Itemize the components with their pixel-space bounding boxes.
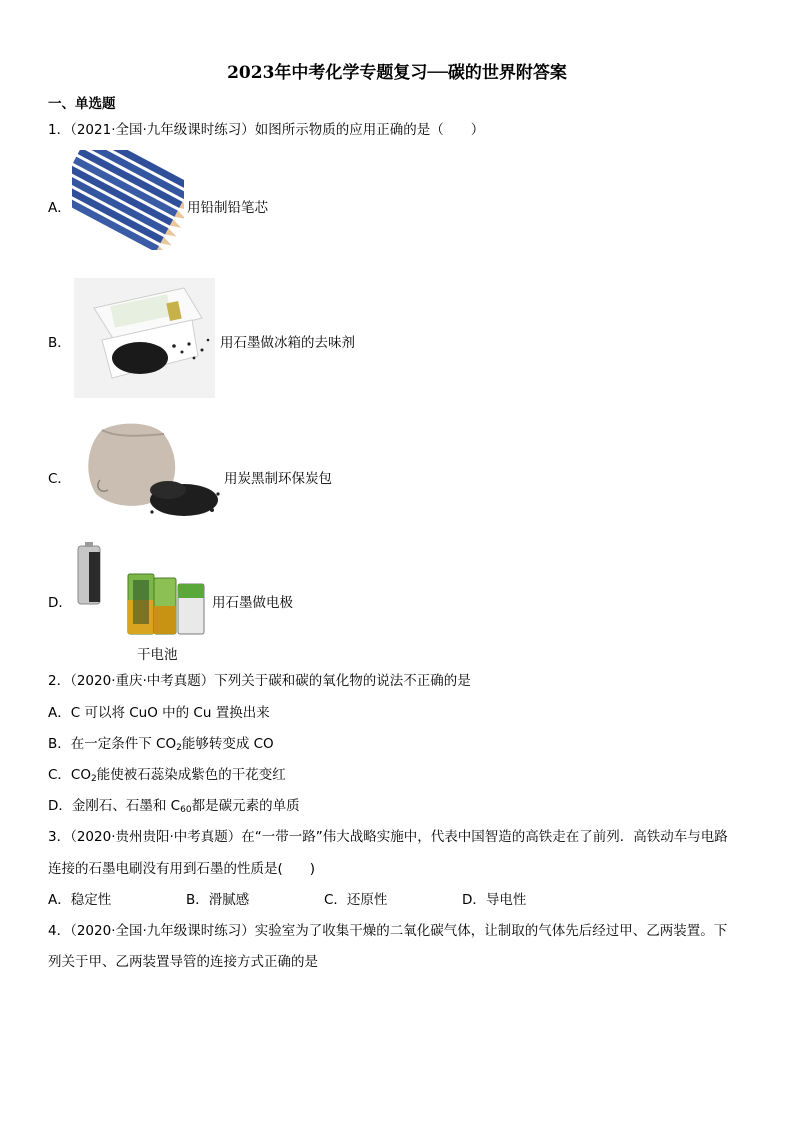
q3-option-c: C．还原性 bbox=[324, 892, 388, 908]
q1-option-d-label: D． bbox=[48, 595, 72, 611]
pencils-image bbox=[72, 150, 184, 250]
pencil-icon bbox=[72, 150, 184, 250]
q3-option-b: B．滑腻感 bbox=[186, 892, 250, 908]
battery-image bbox=[74, 540, 212, 642]
charcoal-bag-image bbox=[72, 420, 222, 525]
q2-option-d: D．金刚石、石墨和 $C_{60}$都是碳元素的单质 bbox=[48, 798, 300, 815]
q1-option-d-text: 用石墨做电极 bbox=[212, 595, 293, 611]
q2-option-a: A．C 可以将 CuO 中的 Cu 置换出来 bbox=[48, 705, 270, 721]
q2-option-c: C．$CO_2$能使被石蕊染成紫色的干花变红 bbox=[48, 767, 286, 784]
q1-option-c-text: 用炭黑制环保炭包 bbox=[224, 471, 332, 487]
q3-option-a: A．稳定性 bbox=[48, 892, 112, 908]
question-1-stem: 1．（2021·全国·九年级课时练习）如图所示物质的应用正确的是（ ） bbox=[48, 122, 485, 138]
battery-caption: 干电池 bbox=[137, 647, 178, 663]
battery-cutaway-icon bbox=[78, 542, 100, 604]
section-heading: 一、单选题 bbox=[48, 96, 116, 112]
question-2-stem: 2．（2020·重庆·中考真题）下列关于碳和碳的氧化物的说法不正确的是 bbox=[48, 673, 471, 689]
q1-option-a-label: A． bbox=[48, 200, 71, 216]
deodorizer-box-image bbox=[74, 278, 215, 398]
question-4-stem-line-1: 4．（2020·全国·九年级课时练习）实验室为了收集干燥的二氧化碳气体，让制取的气体先后经过甲、乙两装置。下 bbox=[48, 923, 728, 939]
q1-option-b-text: 用石墨做冰箱的去味剂 bbox=[220, 335, 355, 351]
question-4-stem-line-2: 列关于甲、乙两装置导管的连接方式正确的是 bbox=[48, 954, 318, 970]
q3-option-d: D．导电性 bbox=[462, 892, 527, 908]
question-3-stem-line-1: 3．（2020·贵州贵阳·中考真题）在“一带一路”伟大战略实施中，代表中国智造的高铁走在了前列．高铁动车与电路 bbox=[48, 829, 728, 845]
q1-option-c-label: C． bbox=[48, 471, 71, 487]
q2-option-b: B．在一定条件下 $CO_2$能够转变成 CO bbox=[48, 736, 274, 753]
q1-option-a-text: 用铅制铅笔芯 bbox=[187, 200, 268, 216]
page-title: 2023年中考化学专题复习──碳的世界附答案 bbox=[227, 63, 567, 83]
q1-option-b-label: B． bbox=[48, 335, 71, 351]
question-3-stem-line-2: 连接的石墨电刷没有用到石墨的性质是( ) bbox=[48, 861, 316, 877]
battery-icon bbox=[128, 574, 204, 634]
